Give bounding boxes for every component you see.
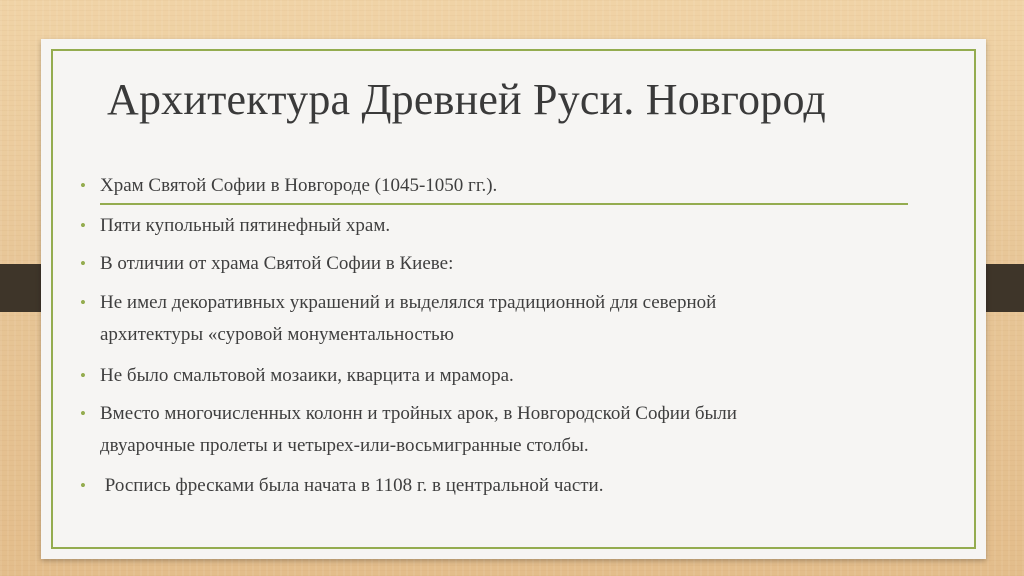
bullet-text-line-2: архитектуры «суровой монументальностью <box>100 324 454 345</box>
bullet-dot-icon: • <box>80 216 86 235</box>
bullet-text-line-2: двуарочные пролеты и четырех-или-восьмигранные столбы. <box>100 435 589 456</box>
slide-title: Архитектура Древней Руси. Новгород <box>107 75 826 124</box>
bullet-dot-icon: • <box>80 176 86 195</box>
bullet-text: Роспись фресками была начата в 1108 г. в центральной части. <box>100 475 604 496</box>
bullet-dot-icon: • <box>80 254 86 273</box>
bullet-dot-icon: • <box>80 476 86 495</box>
bullet-dot-icon: • <box>80 366 86 385</box>
bullet-text: Храм Святой Софии в Новгороде (1045-1050 гг.). <box>100 175 498 196</box>
bullet-text-line-1: Вместо многочисленных колонн и тройных арок, в Новгородской Софии были <box>100 403 737 424</box>
bullet-dot-icon: • <box>80 404 86 423</box>
bullet-dot-icon: • <box>80 293 86 312</box>
bullet-text: В отличии от храма Святой Софии в Киеве: <box>100 253 454 274</box>
bullet-text: Не было смальтовой мозаики, кварцита и мрамора. <box>100 365 514 386</box>
bullet-text: Пяти купольный пятинефный храм. <box>100 215 391 236</box>
title-underline <box>100 203 908 205</box>
bullet-text-line-1: Не имел декоративных украшений и выделялся традиционной для северной <box>100 292 717 313</box>
